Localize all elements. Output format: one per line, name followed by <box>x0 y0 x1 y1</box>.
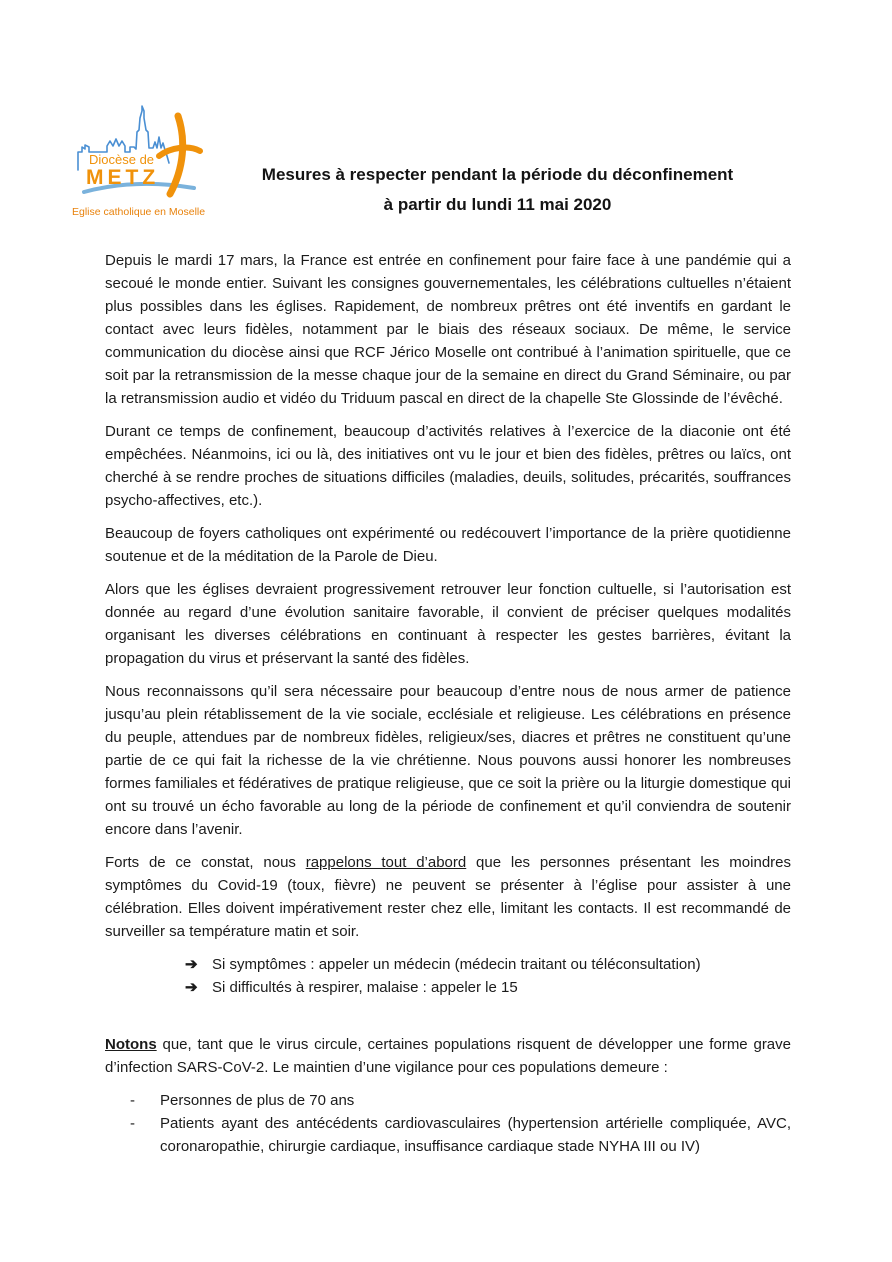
paragraph-confinement-intro <box>105 249 791 410</box>
list-item-label: Si difficultés à respirer, malaise : appeler le 15 <box>212 979 518 996</box>
page-title-line2: à partir du lundi 11 mai 2020 <box>383 195 612 214</box>
logo-text-diocese: Diocèse de <box>89 152 155 167</box>
dash-bullet-icon: - <box>130 1115 135 1132</box>
list-item <box>130 1089 791 1112</box>
text-segment: Forts de ce constat, nous <box>105 854 306 871</box>
text-segment: rappelons tout d’abord <box>305 854 467 871</box>
dash-bullet-icon: - <box>130 1092 135 1109</box>
diocese-metz-logo <box>72 102 212 227</box>
arrow-bullet-icon: ➔ <box>185 979 198 996</box>
list-item <box>130 1112 791 1158</box>
list-item <box>185 976 791 999</box>
text-segment: Durant ce temps de confinement, beaucoup d’activités relatives à l’exercice de la diaconie ont été empêchées. Néanmoins, ici ou là, des initiatives ont vu le jour et bien des fidèles, prêtres ou laïcs, ont cherché à se rendre proches de situations difficiles (maladies, deuils, solitudes, précarités, souffrances psycho-affectives, etc.). <box>105 423 791 509</box>
paragraph-diaconie <box>105 420 791 512</box>
document-header <box>72 102 832 232</box>
document-body <box>105 249 791 1168</box>
text-segment: que, tant que le virus circule, certaines populations risquent de développer une forme grave d’infection SARS-CoV-2. Le maintien d’une vigilance pour ces populations demeure : <box>105 1036 791 1076</box>
list-item <box>185 953 791 976</box>
text-segment: Depuis le mardi 17 mars, la France est entrée en confinement pour faire face à une pandémie qui a secoué le monde entier. Suivant les consignes gouvernementales, les célébrations cultuelles n’étaient plus possibles dans les églises. Rapidement, de nombreux prêtres ont été inventifs en gardant le contact avec leurs fidèles, notamment par le biais des réseaux sociaux. De même, le service communication du diocèse ainsi que RCF Jérico Moselle ont contribué à l’animation spirituelle, que ce soit par la retransmission de la messe chaque jour de la semaine en direct du Grand Séminaire, ou par la retransmission audio et vidéo du Triduum pascal en direct de la chapelle Ste Glossinde de l’évêché. <box>105 252 791 407</box>
list-item-label: Si symptômes : appeler un médecin (médecin traitant ou téléconsultation) <box>212 956 701 973</box>
text-segment: que les personnes présentant les moindres symptômes du Covid-19 (toux, fièvre) ne peuvent se présenter à l’église pour assister à une célébration. Elles doivent impérativement rester chez elle, limitant les contacts. Il est recommandé de surveiller sa température matin et soir. <box>105 854 791 940</box>
page-title <box>240 160 755 220</box>
cross-vertical-icon <box>170 116 183 194</box>
list-item-label: Personnes de plus de 70 ans <box>160 1092 355 1109</box>
symptoms-instructions-list <box>185 953 791 999</box>
text-segment: Beaucoup de foyers catholiques ont expérimenté ou redécouvert l’importance de la prière quotidienne soutenue et de la méditation de la Parole de Dieu. <box>105 525 791 565</box>
paragraph-notons-vigilance <box>105 1033 791 1079</box>
text-segment: Notons <box>105 1036 157 1053</box>
paragraph-patience <box>105 680 791 841</box>
paragraph-foyers <box>105 522 791 568</box>
list-item-label: Patients ayant des antécédents cardiovasculaires (hypertension artérielle compliquée, AVC, coronaropathie, chirurgie cardiaque, insuffisance cardiaque stade NYHA III ou IV) <box>160 1115 791 1155</box>
logo-text-metz: METZ <box>86 166 160 189</box>
text-segment: Alors que les églises devraient progressivement retrouver leur fonction cultuelle, si l’autorisation est donnée au regard d’une évolution sanitaire favorable, il convient de préciser quelques modalités organisant les diverses célébrations en continuant à respecter les gestes barrières, évitant la propagation du virus et préservant la santé des fidèles. <box>105 581 791 667</box>
text-segment: Nous reconnaissons qu’il sera nécessaire pour beaucoup d’entre nous de nous armer de patience jusqu’au plein rétablissement de la vie sociale, ecclésiale et religieuse. Les célébrations en présence du peuple, attendues par de nombreux fidèles, religieux/ses, diacres et prêtres ne constituent qu’une partie de ce qui fait la richesse de la vie chrétienne. Nous pouvons aussi honorer les nombreuses formes familiales et fédératives de pratique religieuse, que ce soit la prière ou la liturgie domestique qui ont su trouvé un écho favorable au long de la période de confinement et qu’il conviendra de soutenir encore dans l’avenir. <box>105 683 791 838</box>
at-risk-populations-list <box>130 1089 791 1158</box>
arrow-bullet-icon: ➔ <box>185 956 198 973</box>
paragraph-rappel-symptomes <box>105 851 791 943</box>
logo-tagline: Eglise catholique en Moselle <box>72 206 206 218</box>
page-title-line1: Mesures à respecter pendant la période du déconfinement <box>261 165 734 184</box>
paragraph-eglises-fonction <box>105 578 791 670</box>
